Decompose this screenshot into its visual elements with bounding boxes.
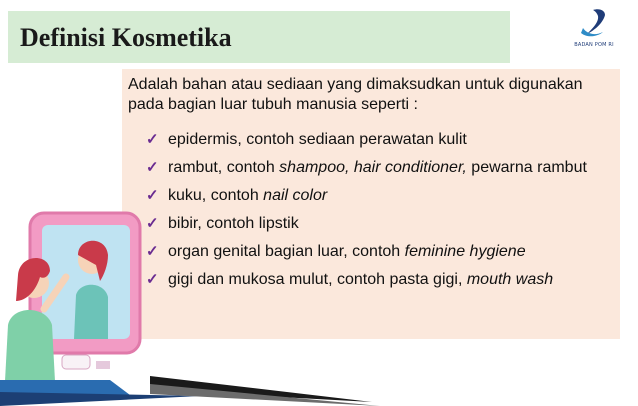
check-icon: ✓ [146,271,159,288]
list-item: ✓ kuku, contoh nail color [146,187,328,204]
list-item: ✓ organ genital bagian luar, contoh feminine hygiene [146,243,526,260]
check-icon: ✓ [146,243,159,260]
cosmetic-list [146,130,612,298]
list-item: ✓ gigi dan mukosa mulut, contoh pasta gigi, mouth wash [146,271,554,288]
woman-applying-makeup-illustration [0,205,145,400]
intro-text: Adalah bahan atau sediaan yang dimaksudkan untuk digunakan pada bagian luar tubuh manusia seperti : [128,76,583,113]
title-bar [8,11,510,63]
logo-icon [565,6,623,42]
check-icon: ✓ [146,215,159,232]
check-icon: ✓ [146,187,159,204]
logo-label: BADAN POM RI [574,42,614,48]
list-item: ✓ bibir, contoh lipstik [146,215,299,232]
list-item: ✓ rambut, contoh shampoo, hair conditioner, pewarna rambut [146,159,587,176]
content-box [122,69,620,339]
check-icon: ✓ [146,159,159,176]
check-icon: ✓ [146,131,159,148]
slide-title: Definisi Kosmetika [20,23,232,52]
list-item: ✓ epidermis, contoh sediaan perawatan kulit [146,131,467,148]
decorative-stripe [0,372,638,406]
badan-pom-logo [565,6,623,48]
